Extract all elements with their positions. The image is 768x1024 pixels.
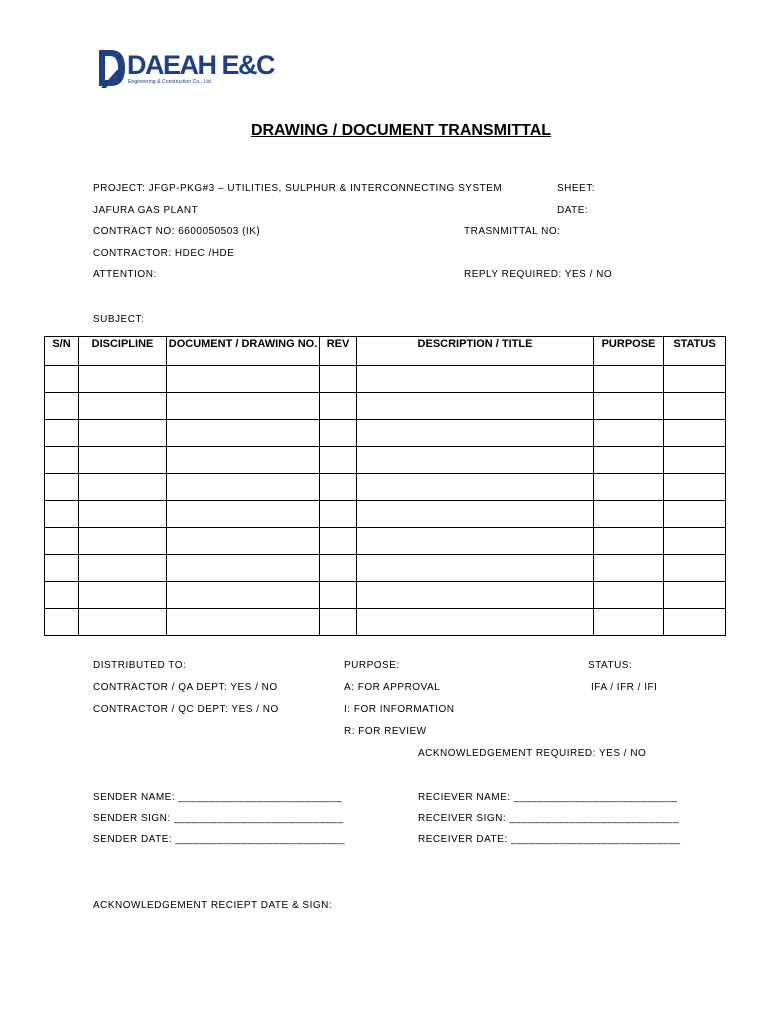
table-cell bbox=[357, 474, 594, 501]
table-cell bbox=[664, 474, 726, 501]
table-cell bbox=[664, 447, 726, 474]
table-cell bbox=[594, 528, 664, 555]
table-cell bbox=[45, 474, 79, 501]
table-cell bbox=[594, 555, 664, 582]
receiver-sign-field: RECEIVER SIGN: ____________________________ bbox=[418, 813, 680, 824]
receiver-name-field: RECIEVER NAME: ___________________________ bbox=[418, 792, 678, 803]
table-cell bbox=[594, 474, 664, 501]
table-cell bbox=[45, 555, 79, 582]
table-cell bbox=[357, 582, 594, 609]
col-header-purpose: PURPOSE bbox=[594, 337, 664, 366]
table-cell bbox=[594, 582, 664, 609]
sender-date-field: SENDER DATE: ____________________________ bbox=[93, 834, 346, 845]
table-cell bbox=[79, 528, 167, 555]
table-cell bbox=[594, 393, 664, 420]
table-cell bbox=[79, 501, 167, 528]
sender-sign-field: SENDER SIGN: ____________________________ bbox=[93, 813, 344, 824]
table-cell bbox=[594, 501, 664, 528]
table-row bbox=[45, 582, 726, 609]
table-cell bbox=[594, 366, 664, 393]
table-cell bbox=[320, 474, 357, 501]
col-header-sn: S/N bbox=[45, 337, 79, 366]
table-cell bbox=[79, 366, 167, 393]
table-cell bbox=[167, 447, 320, 474]
plant-field: JAFURA GAS PLANT bbox=[93, 205, 199, 216]
transmittal-no-field: TRASNMITTAL NO: bbox=[464, 226, 561, 237]
table-cell bbox=[357, 501, 594, 528]
table-cell bbox=[357, 447, 594, 474]
table-cell bbox=[45, 447, 79, 474]
table-cell bbox=[320, 447, 357, 474]
project-field: PROJECT: JFGP-PKG#3 – UTILITIES, SULPHUR & INTERCONNECTING SYSTEM bbox=[93, 183, 503, 194]
table-row bbox=[45, 366, 726, 393]
status-label: STATUS: bbox=[588, 660, 633, 671]
subject-field: SUBJECT: bbox=[93, 314, 145, 325]
table-cell bbox=[664, 528, 726, 555]
table-cell bbox=[167, 555, 320, 582]
table-cell bbox=[664, 501, 726, 528]
table-cell bbox=[167, 366, 320, 393]
table-cell bbox=[167, 528, 320, 555]
table-cell bbox=[320, 420, 357, 447]
table-cell bbox=[320, 528, 357, 555]
table-cell bbox=[45, 609, 79, 636]
table-cell bbox=[45, 420, 79, 447]
table-row bbox=[45, 528, 726, 555]
purpose-information: I: FOR INFORMATION bbox=[344, 704, 455, 715]
table-cell bbox=[664, 366, 726, 393]
table-cell bbox=[664, 420, 726, 447]
purpose-review: R: FOR REVIEW bbox=[344, 726, 427, 737]
table-header-row bbox=[45, 337, 726, 366]
table-cell bbox=[320, 366, 357, 393]
table-cell bbox=[79, 447, 167, 474]
table-cell bbox=[357, 366, 594, 393]
table-cell bbox=[664, 609, 726, 636]
table-cell bbox=[357, 609, 594, 636]
table-cell bbox=[320, 501, 357, 528]
table-cell bbox=[594, 447, 664, 474]
status-codes: IFA / IFR / IFI bbox=[591, 682, 658, 693]
attention-field: ATTENTION: bbox=[93, 269, 157, 280]
table-row bbox=[45, 420, 726, 447]
table-cell bbox=[357, 393, 594, 420]
col-header-document-no: DOCUMENT / DRAWING NO. bbox=[167, 337, 320, 366]
table-cell bbox=[357, 420, 594, 447]
table-row bbox=[45, 609, 726, 636]
ack-required-field: ACKNOWLEDGEMENT REQUIRED: YES / NO bbox=[418, 748, 647, 759]
table-cell bbox=[664, 582, 726, 609]
reply-required-field: REPLY REQUIRED: YES / NO bbox=[464, 269, 613, 280]
table-cell bbox=[320, 393, 357, 420]
logo-wordmark: DAEAH E&C bbox=[127, 50, 275, 80]
table-cell bbox=[167, 393, 320, 420]
ack-receipt-field: ACKNOWLEDGEMENT RECIEPT DATE & SIGN: bbox=[93, 900, 333, 911]
table-cell bbox=[167, 582, 320, 609]
table-cell bbox=[45, 582, 79, 609]
sender-name-field: SENDER NAME: ___________________________ bbox=[93, 792, 343, 803]
table-cell bbox=[167, 420, 320, 447]
qc-dept-field: CONTRACTOR / QC DEPT: YES / NO bbox=[93, 704, 279, 715]
table-cell bbox=[594, 609, 664, 636]
table-row bbox=[45, 474, 726, 501]
table-cell bbox=[664, 393, 726, 420]
purpose-approval: A: FOR APPROVAL bbox=[344, 682, 441, 693]
page-title: DRAWING / DOCUMENT TRANSMITTAL bbox=[250, 122, 552, 139]
table-cell bbox=[79, 609, 167, 636]
qa-dept-field: CONTRACTOR / QA DEPT: YES / NO bbox=[93, 682, 278, 693]
company-logo bbox=[97, 48, 277, 92]
table-cell bbox=[79, 474, 167, 501]
contract-field: CONTRACT NO: 6600050503 (IK) bbox=[93, 226, 261, 237]
table-cell bbox=[594, 420, 664, 447]
table-cell bbox=[79, 582, 167, 609]
date-field: DATE: bbox=[557, 205, 589, 216]
table-row bbox=[45, 393, 726, 420]
table-cell bbox=[79, 393, 167, 420]
table-cell bbox=[320, 609, 357, 636]
col-header-rev: REV bbox=[320, 337, 357, 366]
purpose-label: PURPOSE: bbox=[344, 660, 400, 671]
table-cell bbox=[664, 555, 726, 582]
table-row bbox=[45, 555, 726, 582]
transmittal-table bbox=[44, 336, 726, 636]
table-cell bbox=[167, 609, 320, 636]
sheet-field: SHEET: bbox=[557, 183, 596, 194]
table-cell bbox=[45, 366, 79, 393]
col-header-description: DESCRIPTION / TITLE bbox=[357, 337, 594, 366]
col-header-discipline: DISCIPLINE bbox=[79, 337, 167, 366]
table-cell bbox=[45, 393, 79, 420]
distributed-to-label: DISTRIBUTED TO: bbox=[93, 660, 187, 671]
table-cell bbox=[45, 528, 79, 555]
col-header-status: STATUS bbox=[664, 337, 726, 366]
table-cell bbox=[167, 501, 320, 528]
daeah-logo-mark-icon bbox=[97, 48, 127, 90]
logo-tagline: Engineering & Construction Co., Ltd. bbox=[128, 79, 213, 85]
table-cell bbox=[320, 582, 357, 609]
receiver-date-field: RECEIVER DATE: ____________________________ bbox=[418, 834, 681, 845]
table-cell bbox=[357, 528, 594, 555]
table-cell bbox=[45, 501, 79, 528]
table-cell bbox=[79, 555, 167, 582]
table-cell bbox=[320, 555, 357, 582]
table-cell bbox=[357, 555, 594, 582]
contractor-field: CONTRACTOR: HDEC /HDE bbox=[93, 248, 235, 259]
table-row bbox=[45, 447, 726, 474]
table-cell bbox=[79, 420, 167, 447]
table-row bbox=[45, 501, 726, 528]
table-cell bbox=[167, 474, 320, 501]
